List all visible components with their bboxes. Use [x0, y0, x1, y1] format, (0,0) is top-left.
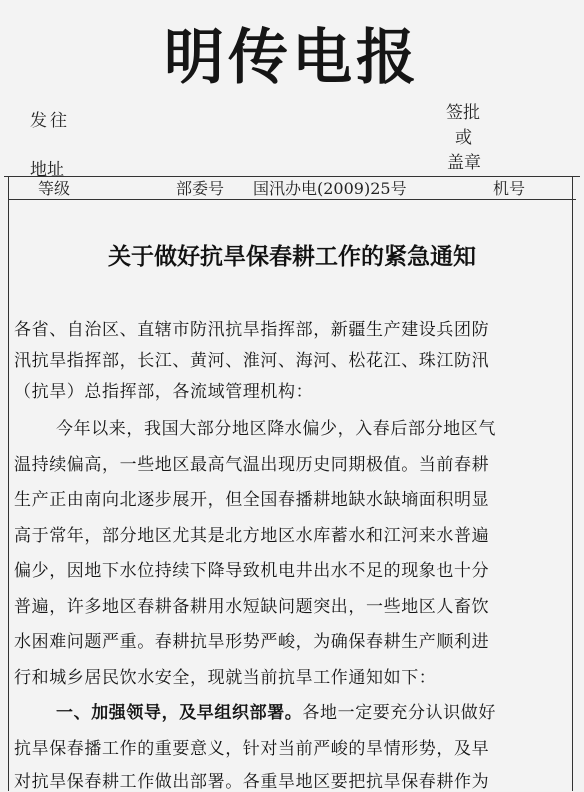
body-line: 普遍，许多地区春耕备耕用水短缺问题突出，一些地区人畜饮	[14, 597, 490, 617]
meta-jihao: 机号	[493, 179, 526, 198]
body-line: 生产正由南向北逐步展开，但全国春播耕地缺水缺墒面积明显	[14, 490, 490, 510]
section-heading: 一、加强领导，及早组织部署。	[56, 703, 303, 723]
body-line: 抗旱保春播工作的重要意义，针对当前严峻的旱情形势，及早	[14, 739, 490, 759]
body-line: 今年以来，我国大部分地区降水偏少，入春后部分地区气	[56, 419, 496, 439]
body-line: 行和城乡居民饮水安全，现就当前抗旱工作通知如下：	[14, 668, 437, 688]
masthead-title: 明传电报	[164, 23, 420, 93]
label-fa: 发	[30, 111, 47, 131]
meta-dengji: 等级	[38, 179, 71, 198]
meta-doc-number: 国汛办电(2009)25号	[253, 179, 407, 198]
body-line	[56, 698, 496, 723]
body-line: 偏少，因地下水位持续下降导致机电井出水不足的现象也十分	[14, 561, 490, 581]
body-line: 水困难问题严重。春耕抗旱形势严峻，为确保春耕生产顺利进	[14, 632, 490, 652]
body-line: 对抗旱保春耕工作做出部署。各重旱地区要把抗旱保春耕作为	[14, 772, 490, 792]
header-rule-bottom	[8, 199, 576, 200]
label-gaizhang: 盖章	[447, 153, 481, 173]
body-line-continuation: 各地一定要充分认识做好	[302, 703, 497, 723]
label-wang: 往	[50, 111, 67, 131]
label-dizhi: 地址	[30, 160, 64, 180]
body-line: 高于常年，部分地区尤其是北方地区水库蓄水和江河来水普遍	[14, 526, 490, 546]
body-line: （抗旱）总指挥部，各流域管理机构：	[14, 382, 314, 402]
label-qianpi: 签批	[446, 103, 480, 123]
body-line: 汛抗旱指挥部，长江、黄河、淮河、海河、松花江、珠江防汛	[14, 351, 490, 371]
notice-title: 关于做好抗旱保春耕工作的紧急通知	[108, 244, 476, 270]
label-huo: 或	[455, 128, 472, 148]
body-line: 温持续偏高，一些地区最高气温出现历史同期极值。当前春耕	[14, 455, 490, 475]
meta-buwei-label: 部委号	[176, 179, 225, 198]
body-line: 各省、自治区、直辖市防汛抗旱指挥部，新疆生产建设兵团防	[14, 320, 490, 340]
